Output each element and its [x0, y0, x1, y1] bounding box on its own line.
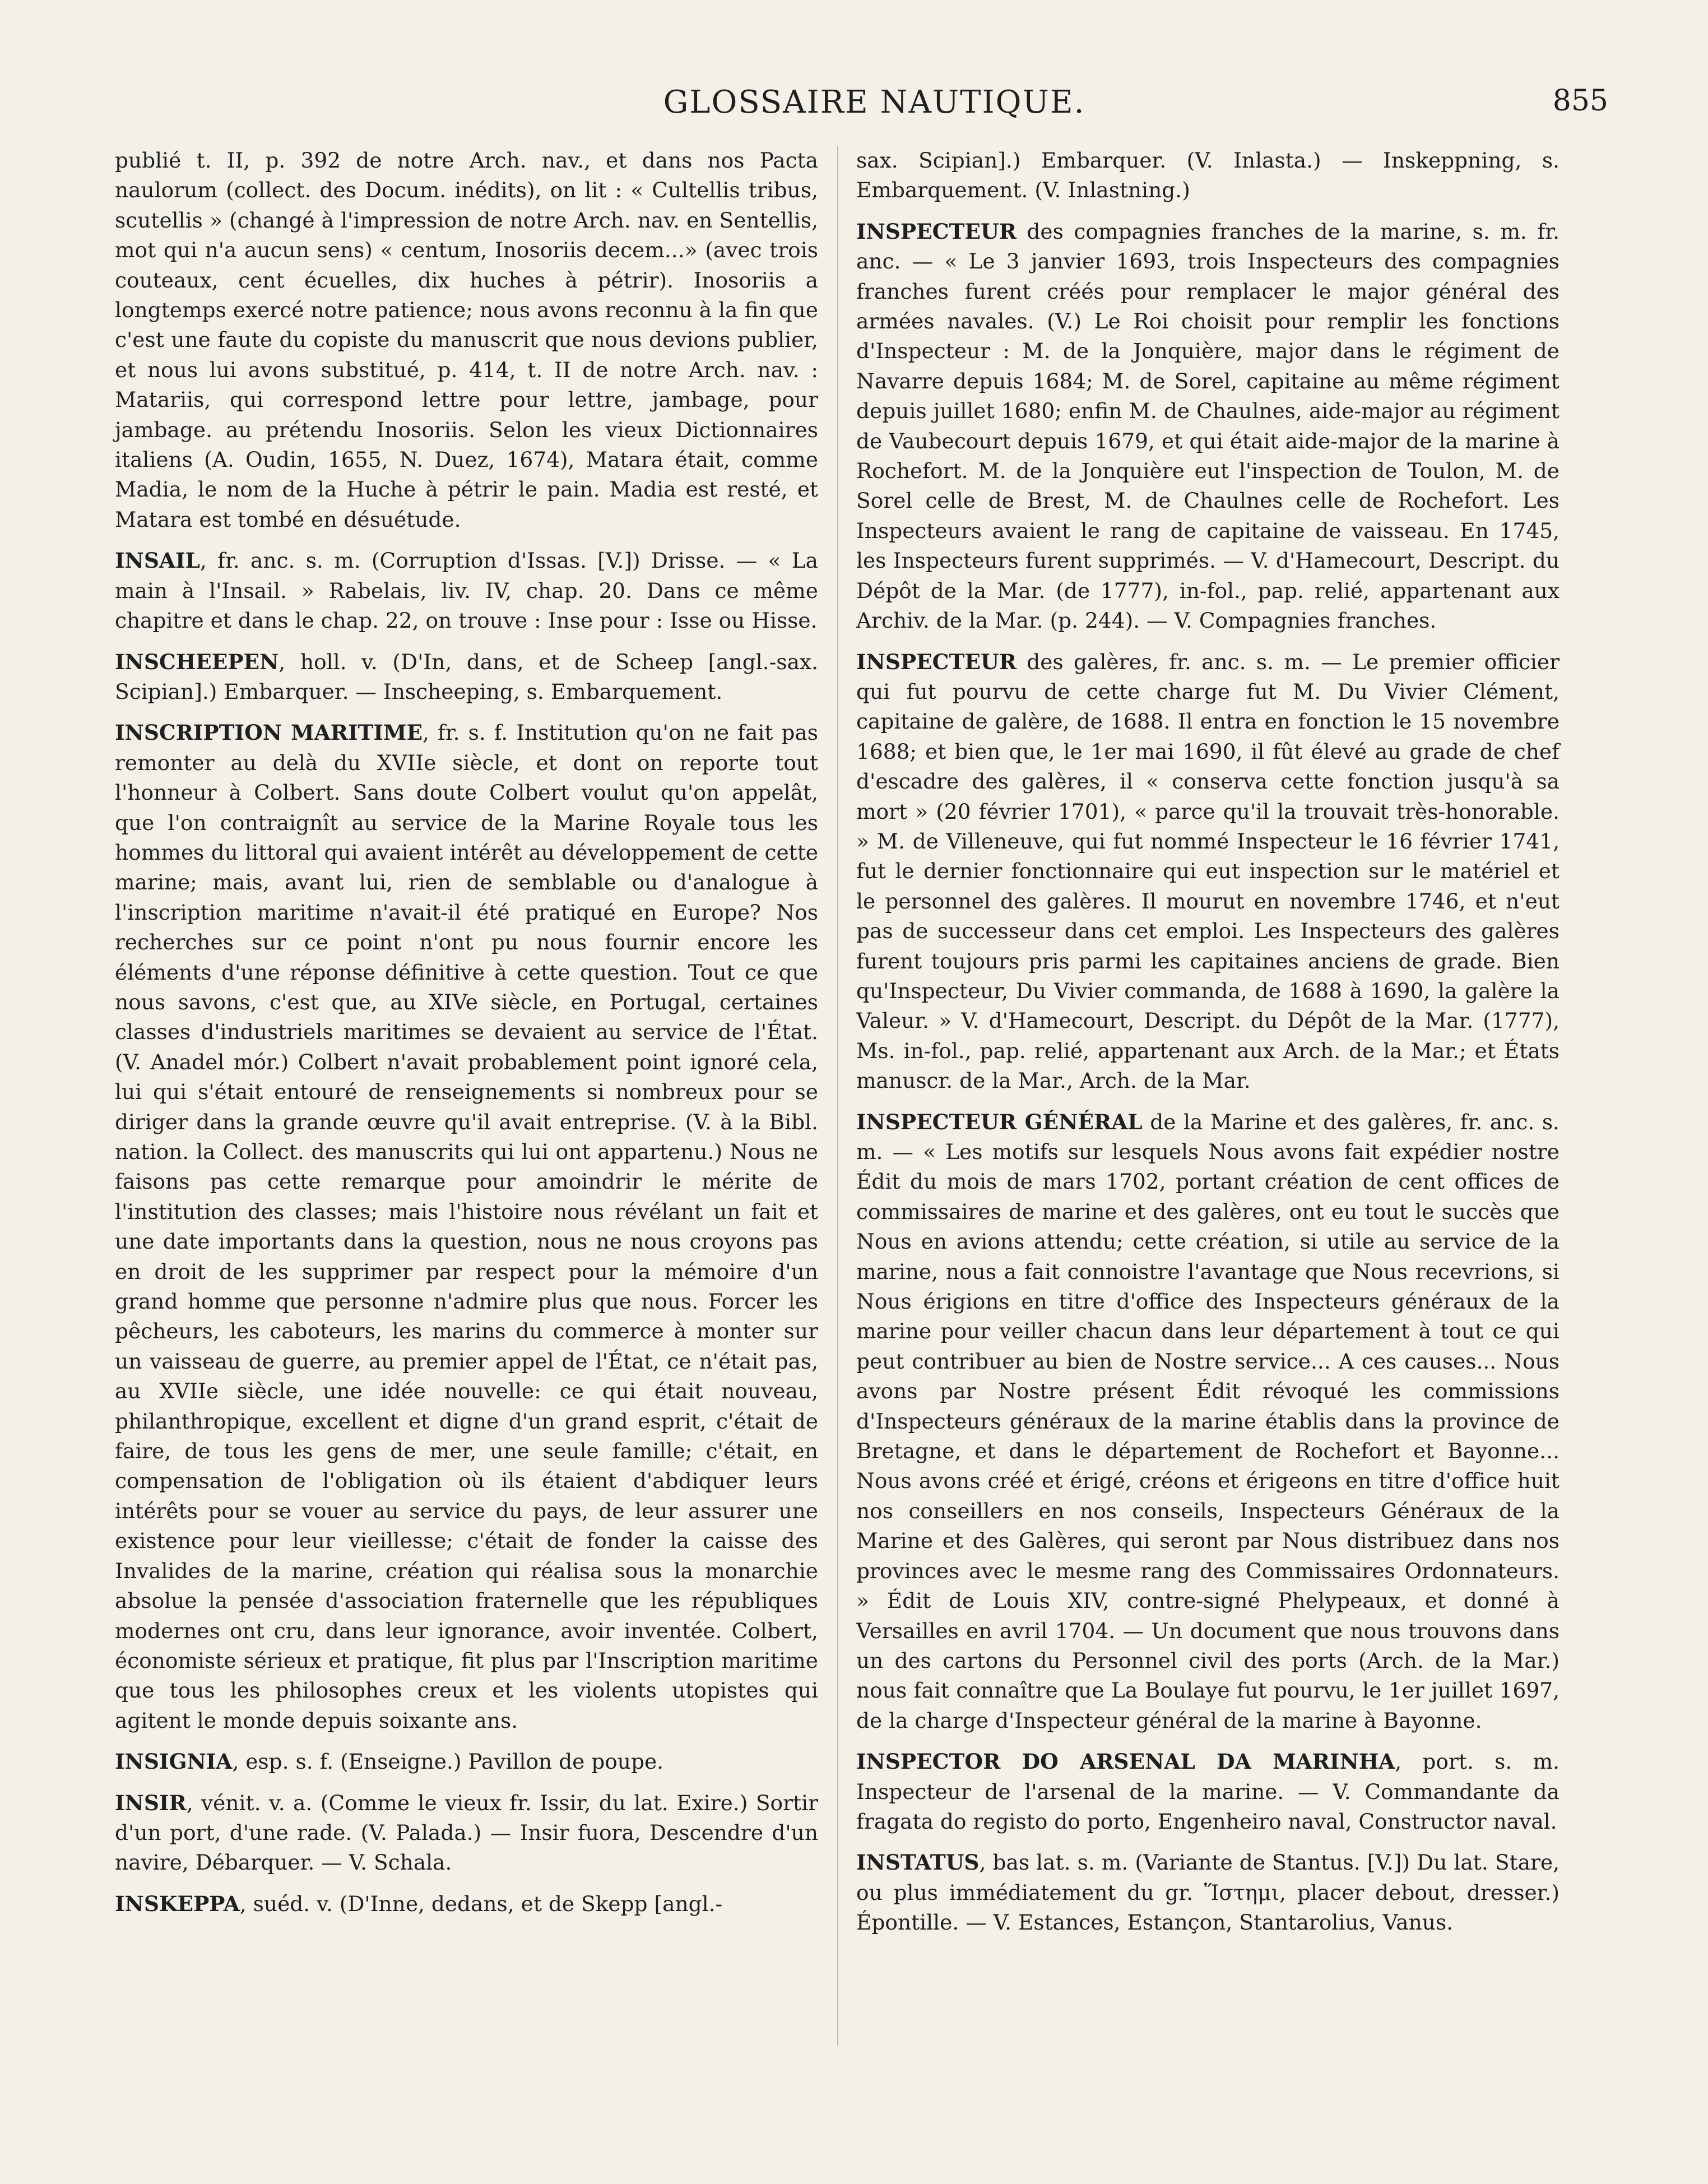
glossary-entry-inskeppa: INSKEPPA, suéd. v. (D'Inne, dedans, et de Skepp [angl.-	[115, 1891, 723, 1916]
glossary-entry-inscheepen: INSCHEEPEN, holl. v. (D'In, dans, et de Scheep [angl.-sax. Scipian].) Embarquer. — Inscheeping, s. Embarquement.	[115, 649, 818, 704]
glossary-entry-inscription-maritime: INSCRIPTION MARITIME, fr. s. f. Institution qu'on ne fait pas remonter au delà du XVIIe siècle, et dont on reporte tout l'honneur à Colbert. Sans doute Colbert voulut qu'on appelât, que l'on contraignît au service de la Marine Royale tous les hommes du littoral qui avaient intérêt au développement de cette marine; mais, avant lui, rien de semblable ou d'analogue à l'inscription maritime n'avait-il été pratiqué en Europe? Nos recherches sur ce point n'ont pu nous fournir encore les éléments d'une réponse définitive à cette question. Tout ce que nous savons, c'est que, au XIVe siècle, en Portugal, certaines classes d'industriels maritimes se devaient au service de l'État. (V. Anadel mór.) Colbert n'avait probablement point ignoré cela, lui qui s'était entouré de renseignements si nombreux pour se diriger dans la grande œuvre qu'il avait entreprise. (V. à la Bibl. nation. la Collect. des manuscrits qui lui ont appartenu.) Nous ne faisons pas cette remarque pour amoindrir le mérite de l'institution des classes; mais l'histoire nous révélant un fait et une date importants dans la question, nous ne nous croyons pas en droit de les supprimer par respect pour la mémoire d'un grand homme que personne n'admire plus que nous. Forcer les pêcheurs, les caboteurs, les marins du commerce à monter sur un vaisseau de guerre, au premier appel de l'État, ce n'était pas, au XVIIe siècle, une idée nouvelle: ce qui était nouveau, philanthropique, excellent et digne d'un grand esprit, c'était de faire, de tous les gens de mer, une seule famille; c'était, en compensation de l'obligation où ils étaient d'abdiquer leurs intérêts pour se vouer au service du pays, de leur assurer une existence pour leur vieillesse; c'était de fonder la caisse des Invalides de la marine, création qui réalisa sous la monarchie absolue la pensée d'association fraternelle que les républiques modernes ont cru, dans leur ignorance, avoir inventée. Colbert, économiste sérieux et pratique, fit plus par l'Inscription maritime que tous les philosophes creux et les violents utopistes qui agitent le monde depuis soixante ans.	[115, 720, 818, 1733]
page-header	[140, 84, 1608, 129]
glossary-entry-inspecteur-compagnies: INSPECTEUR des compagnies franches de la marine, s. m. fr. anc. — « Le 3 janvier 1693, trois Inspecteurs des compagnies franches furent créés pour remplacer le major général des armées navales. (V.) Le Roi choisit pour remplir les fonctions d'Inspecteur : M. de la Jonquière, major dans le régiment de Navarre depuis 1684; M. de Sorel, capitaine au même régiment depuis juillet 1680; enfin M. de Chaulnes, aide-major au régiment de Vaubecourt depuis 1679, et qui était aide-major de la marine à Rochefort. M. de la Jonquière eut l'inspection de Toulon, M. de Sorel celle de Brest, M. de Chaulnes celle de Rochefort. Les Inspecteurs avaient le rang de capitaine de vaisseau. En 1745, les Inspecteurs furent supprimés. — V. d'Hamecourt, Descript. du Dépôt de la Mar. (de 1777), in-fol., pap. relié, appartenant aux Archiv. de la Mar. (p. 244). — V. Compagnies franches.	[856, 219, 1560, 633]
headword: INSCRIPTION MARITIME	[115, 720, 423, 745]
headword: INSPECTEUR	[856, 649, 1017, 674]
page-number: 855	[1552, 84, 1608, 118]
glossary-entry-inspecteur-general: INSPECTEUR GÉNÉRAL de la Marine et des galères, fr. anc. s. m. — « Les motifs sur lesquels Nous avons fait expédier nostre Édit du mois de mars 1702, portant création de cent offices de commissaires de marine et des galères, ont eu tout le succès que Nous en avions attendu; cette création, si utile au service de la marine, nous a fait connoistre l'avantage que Nous recevrions, si Nous érigions en titre d'office des Inspecteurs généraux de la marine pour veiller chacun dans leur département à tout ce qui peut contribuer au bien de Nostre service... A ces causes... Nous avons par Nostre présent Édit révoqué les commissions d'Inspecteurs généraux de la marine établis dans la province de Bretagne, et dans le département de Rochefort et Bayonne... Nous avons créé et érigé, créons et érigeons en titre d'office huit nos conseillers en nos conseils, Inspecteurs Généraux de la Marine et des Galères, qui seront par Nous distribuez dans nos provinces avec le mesme rang des Commissaires Ordonnateurs. » Édit de Louis XIV, contre-signé Phelypeaux, et donné à Versailles en avril 1704. — Un document que nous trouvons dans un des cartons du Personnel civil des ports (Arch. de la Mar.) nous fait connaître que La Boulaye fut pourvu, le 1er juillet 1697, de la charge d'Inspecteur général de la marine à Bayonne.	[856, 1109, 1560, 1733]
right-column	[856, 146, 1560, 1949]
headword: INSPECTEUR	[856, 219, 1017, 244]
headword: INSKEPPA	[115, 1891, 240, 1916]
continuation-paragraph: sax. Scipian].) Embarquer. (V. Inlasta.) — Inskeppning, s. Embarquement. (V. Inlastning.)	[856, 148, 1560, 203]
headword: INSAIL	[115, 548, 200, 573]
glossary-entry-inspecteur-galeres: INSPECTEUR des galères, fr. anc. s. m. — Le premier officier qui fut pourvu de cette charge fut M. Du Vivier Clément, capitaine de galère, de 1688. Il entra en fonction le 15 novembre 1688; et bien que, le 1er mai 1690, il fût élevé au grade de chef d'escadre des galères, il « conserva cette fonction jusqu'à sa mort » (20 février 1701), « parce qu'il la trouvait très-honorable. » M. de Villeneuve, qui fut nommé Inspecteur le 16 février 1741, fut le dernier fonctionnaire qui eut inspection sur le matériel et le personnel des galères. Il mourut en novembre 1746, et n'eut pas de successeur dans cet emploi. Les Inspecteurs des galères furent toujours pris parmi les capitaines anciens de grade. Bien qu'Inspecteur, Du Vivier commanda, de 1688 à 1690, la galère la Valeur. » V. d'Hamecourt, Descript. du Dépôt de la Mar. (1777), Ms. in-fol., pap. relié, appartenant aux Arch. de la Mar.; et États manuscr. de la Mar., Arch. de la Mar.	[856, 649, 1560, 1093]
headword: INSPECTEUR GÉNÉRAL	[856, 1109, 1143, 1134]
left-column	[115, 146, 818, 1930]
headword: INSIR	[115, 1790, 187, 1815]
headword: INSTATUS	[856, 1850, 980, 1875]
glossary-entry-insail: INSAIL, fr. anc. s. m. (Corruption d'Issas. [V.]) Drisse. — « La main à l'Insail. » Rabelais, liv. IV, chap. 20. Dans ce même chapitre et dans le chap. 22, on trouve : Inse pour : Isse ou Hisse.	[115, 548, 818, 633]
headword: INSCHEEPEN	[115, 649, 279, 674]
headword: INSPECTOR DO ARSENAL DA MARINHA	[856, 1749, 1395, 1774]
continuation-paragraph: publié t. II, p. 392 de notre Arch. nav., et dans nos Pacta naulorum (collect. des Docum. inédits), on lit : « Cultellis tribus, scutellis » (changé à l'impression de notre Arch. nav. en Sentellis, mot qui n'a aucun sens) « centum, Inosoriis decem...» (avec trois couteaux, cent écuelles, dix huches à pétrir). Inosoriis a longtemps exercé notre patience; nous avons reconnu à la fin que c'est une faute du copiste du manuscrit que nous devions publier, et nous lui avons substitué, p. 414, t. II de notre Arch. nav. : Matariis, qui correspond lettre pour lettre, jambage, pour jambage. au prétendu Inosoriis. Selon les vieux Dictionnaires italiens (A. Oudin, 1655, N. Duez, 1674), Matara était, comme Madia, le nom de la Huche à pétrir le pain. Madia est resté, et Matara est tombé en désuétude.	[115, 148, 818, 532]
headword: INSIGNIA	[115, 1749, 233, 1774]
glossary-entry-inspector-do-arsenal: INSPECTOR DO ARSENAL DA MARINHA, port. s. m. Inspecteur de l'arsenal de la marine. — V. Commandante da fragata do registo do porto, Engenheiro naval, Constructor naval.	[856, 1749, 1560, 1834]
glossary-entry-insignia: INSIGNIA, esp. s. f. (Enseigne.) Pavillon de poupe.	[115, 1749, 664, 1774]
running-title: GLOSSAIRE NAUTIQUE.	[663, 84, 1085, 120]
glossary-entry-instatus: INSTATUS, bas lat. s. m. (Variante de Stantus. [V.]) Du lat. Stare, ou plus immédiatement du gr. Ἵστημι, placer debout, dresser.) Épontille. — V. Estances, Estançon, Stantarolius, Vanus.	[856, 1850, 1560, 1935]
glossary-entry-insir: INSIR, vénit. v. a. (Comme le vieux fr. Issir, du lat. Exire.) Sortir d'un port, d'une rade. (V. Palada.) — Insir fuora, Descendre d'un navire, Débarquer. — V. Schala.	[115, 1790, 818, 1875]
column-divider	[837, 146, 838, 2046]
